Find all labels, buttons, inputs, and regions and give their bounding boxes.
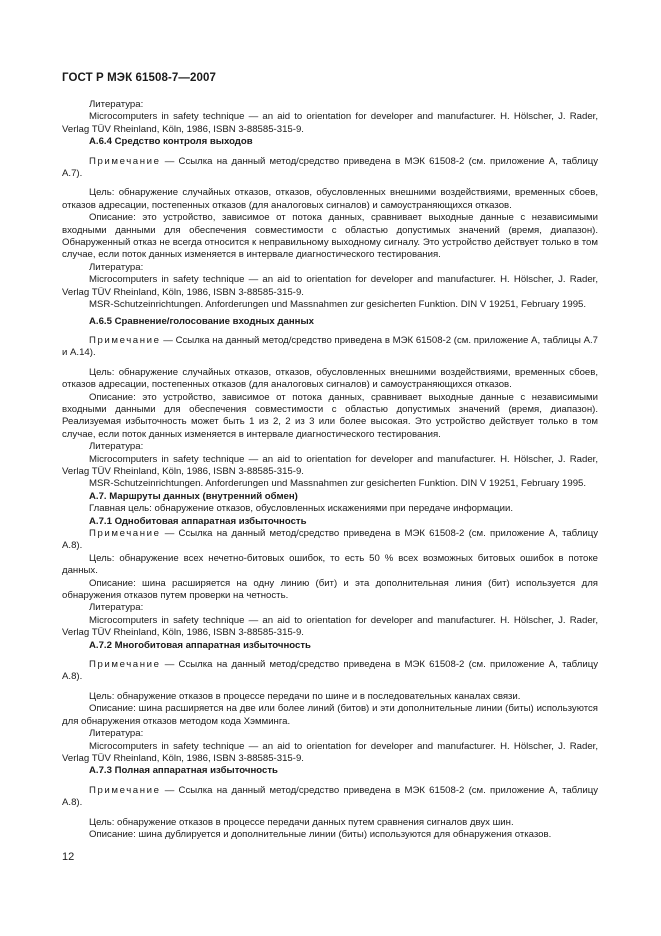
reference-text: Microcomputers in safety technique — an aid to orientation for developer and manufacturer. H. Hölscher, J. Rader, Verlag TÜV Rheinland, Köln, 1986, ISBN 3-88585-315-9. [62,111,598,135]
note-paragraph [62,156,598,181]
note-label: Примечание [89,784,161,796]
body-paragraph: Описание: это устройство, зависимое от потока данных, сравнивает выходные данные с независимыми входными данными для обеспечения совместимости с областью допустимых значений (время, диапазон). Реализуемая избыточность может быть 1 из 2, 2 из 3 или более высокая. Это устройство действует только в том случае, если поток данных изменяется в интервале диагностического тестирования. [62,391,598,440]
note-text: — Ссылка на данный метод/средство приведена в МЭК 61508-2 (см. приложение А, таблицу А.8). [62,528,598,552]
literature-label: Литература: [89,602,144,614]
note-paragraph [62,335,598,360]
body-paragraph: Главная цель: обнаружение отказов, обусловленных искажениями при передаче информации. [89,503,514,515]
document-header: ГОСТ Р МЭК 61508-7—2007 [62,72,216,84]
note-text: — Ссылка на данный метод/средство приведена в МЭК 61508-2 (см. приложение А, таблицу А.8). [62,659,598,683]
body-paragraph: Цель: обнаружение случайных отказов, отказов, обусловленных внешними воздействиями, временных сбоев, отказов адресации, постепенных отказов (для аналоговых сигналов) и самоустраняющихся отказов. [62,187,598,211]
body-paragraph: Цель: обнаружение отказов в процессе передачи данных путем сравнения сигналов двух шин. [89,816,514,828]
note-text: — Ссылка на данный метод/средство приведена в МЭК 61508-2 (см. приложение А, таблицу А.7). [62,155,598,180]
body-paragraph: Цель: обнаружение всех нечетно-битовых ошибок, то есть 50 % всех возможных битовых ошибок в потоке данных. [62,552,598,577]
reference-text: Microcomputers in safety technique — an aid to orientation for developer and manufacturer. H. Hölscher, J. Rader, Verlag TÜV Rheinland, Köln, 1986, ISBN 3-88585-315-9. [62,453,598,477]
section-heading: А.7.3 Полная аппаратная избыточность [89,765,278,777]
section-heading: А.7.1 Однобитовая аппаратная избыточность [89,515,307,527]
body-paragraph: Цель: обнаружение отказов в процессе передачи по шине и в последовательных каналах связи. [89,690,521,702]
body-paragraph: Описание: шина расширяется на две или более линий (битов) и эти дополнительные линии (биты) используются для обнаружения отказов методом кода Хэмминга. [62,703,598,727]
literature-label: Литература: [89,728,144,740]
body-paragraph: Описание: это устройство, зависимое от потока данных, сравнивает выходные данные с независимыми входными данными для обеспечения совместимости с областью допустимых значений (время, диапазон). Обнаруженный отказ не всегда относится к неправильному выходному сигналу. Это устройство действует только в том случае, если поток данных изменяется в интервале диагностического тестирования. [62,212,598,261]
note-label: Примечание [89,334,161,346]
literature-label: Литература: [89,99,144,110]
reference-text: Microcomputers in safety technique — an aid to orientation for developer and manufacturer. H. Hölscher, J. Rader, Verlag TÜV Rheinland, Köln, 1986, ISBN 3-88585-315-9. [62,740,598,764]
reference-text: Microcomputers in safety technique — an aid to orientation for developer and manufacturer. H. Hölscher, J. Rader, Verlag TÜV Rheinland, Köln, 1986, ISBN 3-88585-315-9. [62,274,598,298]
note-paragraph [62,785,598,810]
note-text: — Ссылка на данный метод/средство приведена в МЭК 61508-2 (см. приложение А, таблицы А.7 и А.14). [62,334,599,359]
reference-text: MSR-Schutzeinrichtungen. Anforderungen und Massnahmen zur gesicherten Funktion. DIN V 19251, February 1995. [89,478,587,490]
note-text: — Ссылка на данный метод/средство приведена в МЭК 61508-2 (см. приложение А, таблицу А.8). [62,784,598,809]
body-paragraph: Описание: шина дублируется и дополнительные линии (биты) используются для обнаружения отказов. [89,828,552,840]
literature-label: Литература: [89,441,144,453]
note-label: Примечание [89,155,161,167]
body-paragraph: Описание: шина расширяется на одну линию (бит) и эта дополнительная линия (бит) используется для обнаружения отказов путем проверки на четность. [62,577,598,602]
note-label: Примечание [89,528,161,539]
reference-text: Microcomputers in safety technique — an aid to orientation for developer and manufacturer. H. Hölscher, J. Rader, Verlag TÜV Rheinland, Köln, 1986, ISBN 3-88585-315-9. [62,614,598,639]
section-heading: А.6.5 Сравнение/голосование входных данных [89,315,314,327]
page-number: 12 [62,851,75,863]
reference-text: MSR-Schutzeinrichtungen. Anforderungen und Massnahmen zur gesicherten Funktion. DIN V 19251, February 1995. [89,299,587,311]
note-paragraph [62,659,598,684]
section-heading: А.7.2 Многобитовая аппаратная избыточность [89,639,311,651]
note-label: Примечание [89,659,161,671]
page-body [62,99,598,841]
literature-label: Литература: [89,261,144,273]
section-heading: А.6.4 Средство контроля выходов [89,136,253,148]
note-paragraph [62,528,598,553]
section-heading: А.7. Маршруты данных (внутренний обмен) [89,490,298,502]
body-paragraph: Цель: обнаружение случайных отказов, отказов, обусловленных внешними воздействиями, временных сбоев, отказов адресации, постепенных отказов (для аналоговых сигналов) и самоустраняющихся отказов. [62,366,598,391]
